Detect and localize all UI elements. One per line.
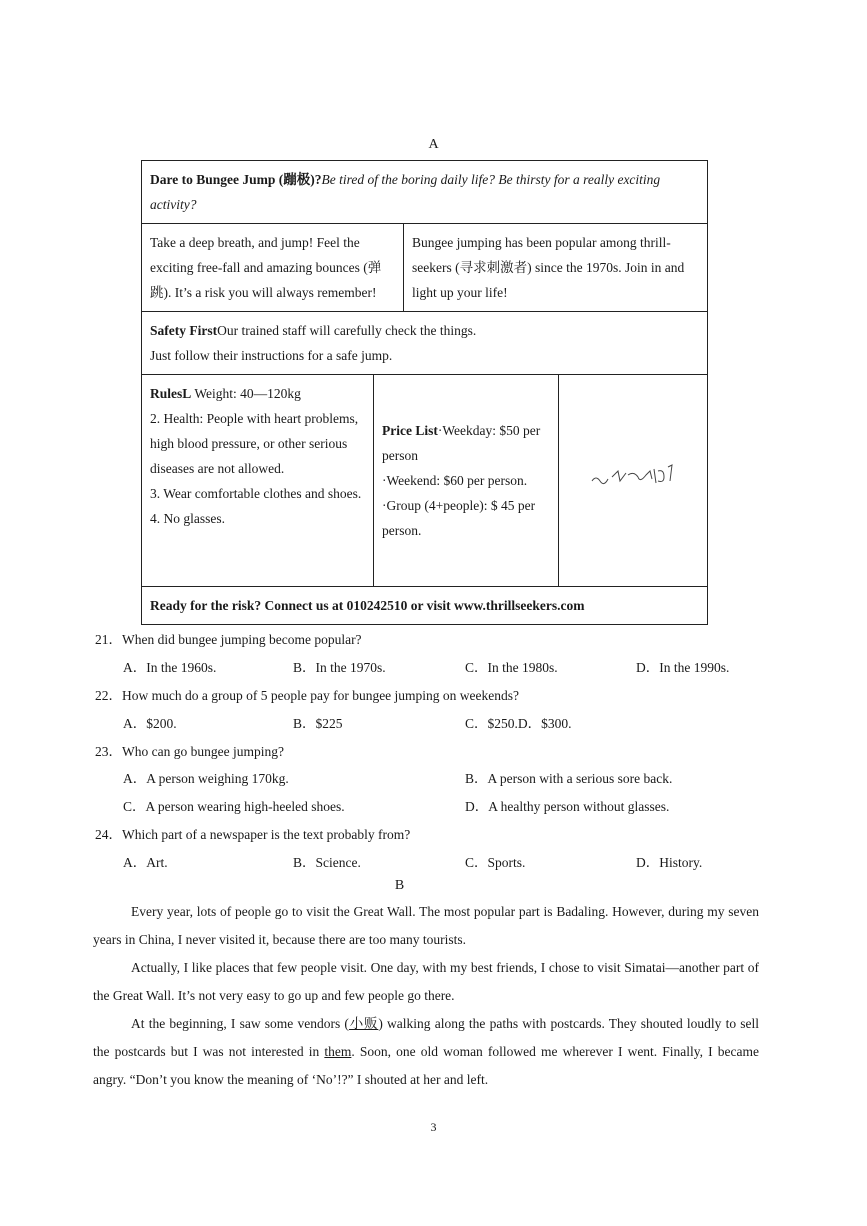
handwritten-scribble	[559, 375, 708, 587]
rules-item-1: Weight: 40—120kg	[191, 386, 301, 401]
question-22	[95, 684, 519, 704]
question-24	[95, 823, 410, 843]
question-text: Which part of a newspaper is the text probably from?	[122, 827, 411, 842]
question-23	[95, 740, 284, 760]
safety-text-1: Our trained staff will carefully check the things.	[217, 323, 477, 338]
question-number: 21．	[95, 632, 122, 647]
rules-item-4: 4. No glasses.	[150, 511, 225, 526]
price-item-3: ·Group (4+people): $ 45 per person.	[382, 498, 536, 538]
question-number: 23．	[95, 744, 122, 759]
option-21-a: A．In the 1960s.	[123, 660, 217, 675]
underlined-word-them: them	[324, 1044, 352, 1059]
contact-cell	[142, 587, 708, 625]
paragraph-3-text-a: At the beginning, I saw some vendors (	[131, 1016, 349, 1031]
price-item-1: ·Weekday: $50 per person	[382, 423, 541, 463]
price-item-2: ·Weekend: $60 per person.	[382, 473, 528, 488]
paragraph-2-text: Actually, I like places that few people visit. One day, with my best friends, I chose to visit Simatai—another part of the Great Wall. It’s not very easy to go up and few people go there.	[93, 960, 759, 1003]
section-b-label: B	[394, 878, 405, 893]
scribble-image	[588, 459, 678, 495]
ad-headline-italic: Be tired of the boring daily life? Be thirsty for a really exciting activity?	[150, 172, 661, 212]
vendor-chinese-term: 小贩	[348, 1016, 379, 1031]
question-number: 22．	[95, 688, 122, 703]
safety-text-2: Just follow their instructions for a safe jump.	[150, 348, 393, 363]
option-24-a: A．Art.	[123, 855, 168, 870]
option-24-b: B．Science.	[293, 855, 361, 870]
option-23-d: D．A healthy person without glasses.	[465, 799, 670, 814]
paragraph-3-text-b: ) walking along the paths with postcards. They shouted loudly to sell the postcards but I was not interested in	[93, 1016, 760, 1059]
contact-text: Ready for the risk? Connect us at 010242510 or visit www.thrillseekers.com	[150, 598, 585, 613]
option-21-c: C．In the 1980s.	[465, 660, 558, 675]
paragraph-3-text-c: . Soon, one old woman followed me wherever I went. Finally, I became angry. “Don’t you know the meaning of ‘No’!?” I shouted at her and left.	[93, 1044, 759, 1087]
option-24-d: D．History.	[636, 855, 703, 870]
ad-headline	[142, 161, 708, 224]
question-text: How much do a group of 5 people pay for bungee jumping on weekends?	[122, 688, 520, 703]
option-21-b: B．In the 1970s.	[293, 660, 386, 675]
option-22-cd: C．$250.D．$300.	[465, 716, 572, 731]
rules-item-3: 3. Wear comfortable clothes and shoes.	[150, 486, 362, 501]
option-24-c: C．Sports.	[465, 855, 526, 870]
safety-cell	[142, 312, 708, 375]
passage-paragraph-2	[93, 954, 759, 1010]
question-21	[95, 628, 362, 648]
rules-cell	[142, 375, 374, 587]
option-23-c: C．A person wearing high-heeled shoes.	[123, 799, 345, 814]
safety-title: Safety First	[150, 323, 218, 338]
passage-paragraph-1	[93, 898, 759, 954]
passage-paragraph-3	[93, 1010, 759, 1094]
question-text: When did bungee jumping become popular?	[122, 632, 362, 647]
section-a-label: A	[428, 137, 439, 152]
bungee-ad-table	[141, 160, 708, 625]
ad-headline-bold: Dare to Bungee Jump (蹦极)?	[150, 172, 322, 187]
option-21-d: D．In the 1990s.	[636, 660, 730, 675]
ad-right-cell: Bungee jumping has been popular among thrill-seekers (寻求刺激者) since the 1970s. Join in and light up your life!	[404, 224, 708, 312]
option-23-b: B．A person with a serious sore back.	[465, 771, 673, 786]
price-title: Price List	[382, 423, 438, 438]
question-text: Who can go bungee jumping?	[122, 744, 284, 759]
option-22-b: B．$225	[293, 716, 343, 731]
ad-left-cell: Take a deep breath, and jump! Feel the exciting free-fall and amazing bounces (弹跳). It’s a risk you will always remember!	[142, 224, 404, 312]
option-22-a: A．$200.	[123, 716, 177, 731]
price-cell	[374, 375, 559, 587]
question-number: 24．	[95, 827, 122, 842]
rules-title: RulesL	[150, 386, 192, 401]
paragraph-1-text: Every year, lots of people go to visit the Great Wall. The most popular part is Badaling. However, during my seven years in China, I never visited it, because there are too many tourists.	[93, 904, 759, 947]
option-23-a: A．A person weighing 170kg.	[123, 771, 289, 786]
scribble-path	[592, 465, 672, 484]
rules-item-2: 2. Health: People with heart problems, high blood pressure, or other serious diseases are not allowed.	[150, 411, 359, 476]
page-number: 3	[430, 1120, 437, 1134]
